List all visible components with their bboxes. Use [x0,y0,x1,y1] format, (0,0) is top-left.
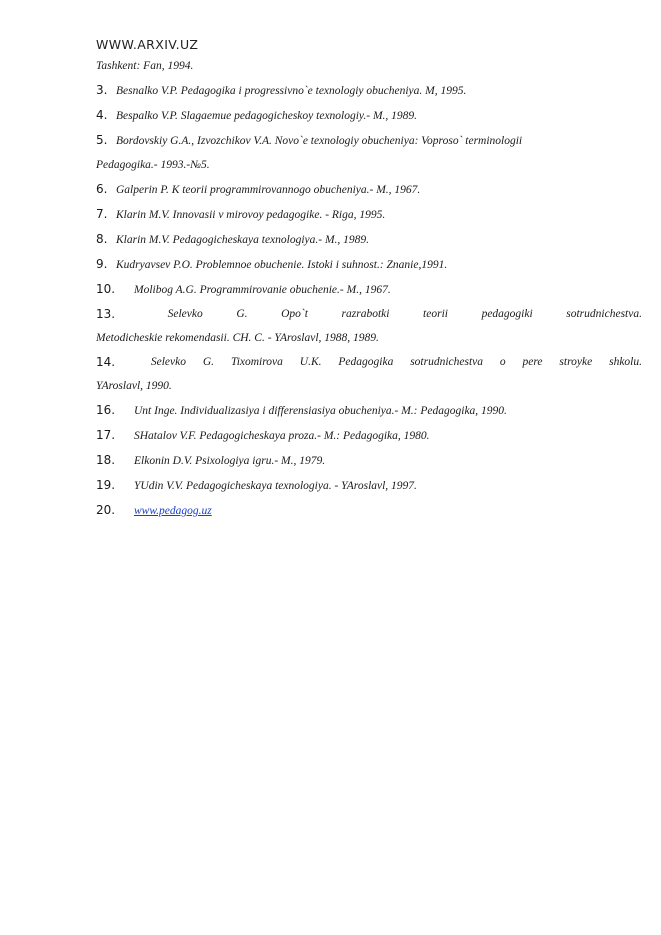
reference-word: sotrudnichestva [410,356,484,368]
reference-text: Besnalko V.P. Pedagogika i progressivno`e texnologiy obucheniya. M, 1995. [116,85,467,97]
reference-text: Bespalko V.P. Slagaemue pedagogicheskoy texnologiy.- M., 1989. [116,110,418,122]
reference-number: 4. [96,108,108,122]
reference-word: Selevko [150,356,186,368]
reference-item-6 [96,177,642,202]
document-page [96,36,642,523]
reference-number: 8. [96,232,108,246]
reference-item-8 [96,227,642,252]
reference-text: Molibog A.G. Programmirovanie obuchenie.- M., 1967. [134,284,391,296]
reference-item-10 [96,277,642,302]
reference-text: YUdin V.V. Pedagogicheskaya texnologiya. - YAroslavl, 1997. [134,480,417,492]
reference-number: 9. [96,257,108,271]
reference-item-5 [96,128,642,177]
reference-text: Galperin P. K teorii programmirovannogo obucheniya.- M., 1967. [116,184,421,196]
reference-word: Tixomirova [230,356,283,368]
reference-number: 18. [96,453,116,467]
reference-item-18 [96,448,642,473]
reference-word: Opo`t [281,308,308,320]
reference-word: teorii [423,308,448,320]
reference-word: Selevko [167,308,203,320]
website-link[interactable]: www.pedagog.uz [134,505,212,517]
reference-number: 17. [96,428,116,442]
reference-word: stroyke [559,356,593,368]
reference-text-continued: Pedagogika.- 1993.-№5. [96,159,210,171]
reference-text: Klarin M.V. Pedagogicheskaya texnologiya.- M., 1989. [116,234,370,246]
reference-text: Unt Inge. Individualizasiya i differensiasiya obucheniya.- M.: Pedagogika, 1990. [134,405,507,417]
reference-word: sotrudnichestva. [566,308,642,320]
reference-item-20 [96,498,642,523]
reference-item-13 [96,302,642,350]
reference-word: o [499,356,506,368]
reference-word: razrabotki [341,308,390,320]
reference-number: 19. [96,478,116,492]
reference-number: 7. [96,207,108,221]
reference-item-14 [96,350,642,398]
reference-number: 3. [96,83,108,97]
reference-number: 20. [96,503,116,517]
reference-item-19 [96,473,642,498]
reference-word: G. [236,308,248,320]
reference-word: pere [522,356,543,368]
reference-text: Klarin M.V. Innovasii v mirovoy pedagogike. - Riga, 1995. [116,209,386,221]
reference-word: pedagogiki [481,308,533,320]
reference-item-3 [96,78,642,103]
reference-word: Pedagogika [338,356,394,368]
reference-number: 5. [96,133,108,147]
reference-text-continued: YAroslavl, 1990. [96,380,172,392]
reference-item-16 [96,398,642,423]
reference-number: 6. [96,182,108,196]
reference-continuation: Tashkent: Fan, 1994. [96,60,194,72]
reference-word: U.K. [299,356,322,368]
reference-text: Elkonin D.V. Psixologiya igru.- M., 1979. [134,455,326,467]
reference-number: 16. [96,403,116,417]
reference-number: 10. [96,282,116,296]
reference-number: 14. [96,355,116,369]
reference-item-17 [96,423,642,448]
reference-item-7 [96,202,642,227]
reference-text: Kudryavsev P.O. Problemnoe obuchenie. Istoki i suhnost.: Znanie,1991. [116,259,448,271]
reference-item-9 [96,252,642,277]
reference-text: Bordovskiy G.A., Izvozchikov V.A. Novo`e texnologiy obucheniya: Voproso` terminologii [116,135,523,147]
reference-text-continued: Metodicheskie rekomendasii. CH. C. - YAroslavl, 1988, 1989. [96,332,379,344]
reference-number: 13. [96,307,116,321]
reference-item-4 [96,103,642,128]
site-header: WWW.ARXIV.UZ [96,37,199,52]
reference-word: G. [202,356,215,368]
reference-text: SHatalov V.F. Pedagogicheskaya proza.- M.: Pedagogika, 1980. [134,430,430,442]
reference-word: shkolu. [609,356,642,368]
